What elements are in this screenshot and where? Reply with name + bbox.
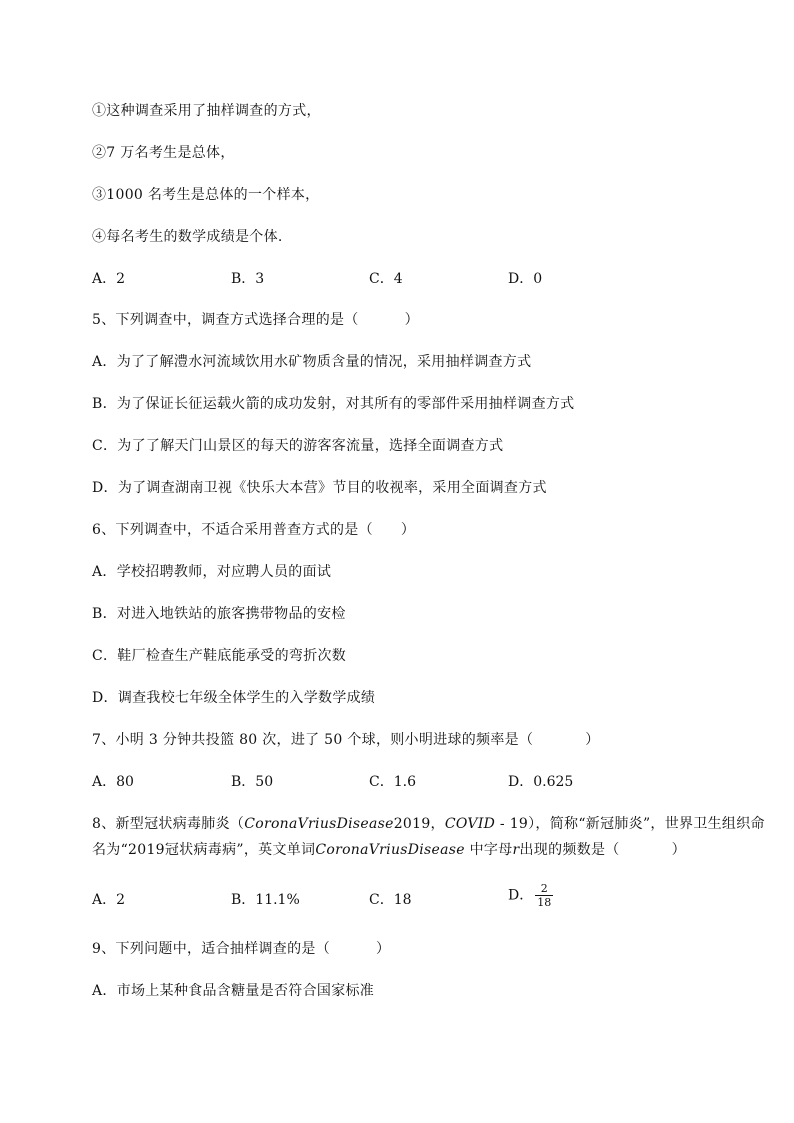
q8-text: - 19），简称“新冠肺炎”，世界卫生组织命 (495, 816, 765, 832)
q8-stem-line-1 (92, 813, 765, 833)
q7-option-d: D．0.625 (508, 774, 574, 790)
q6-close: ） (400, 522, 416, 538)
q5-option-b: B．为了保证长征运载火箭的成功发射，对其所有的零部件采用抽样调查方式 (92, 396, 575, 412)
q5-stem (92, 309, 419, 329)
q5-stem-text: 5、下列调查中，调查方式选择合理的是（ (92, 312, 359, 328)
q8-option-c: C．18 (369, 892, 412, 908)
q6-stem-text: 6、下列调查中，不适合采用普查方式的是（ (92, 522, 373, 538)
q8-term: COVID (444, 816, 496, 832)
q4-options (92, 268, 712, 290)
statement-3: ③1000 名考生是总体的一个样本， (92, 187, 320, 203)
q9-close: ） (376, 941, 391, 957)
q9-stem-text: 9、下列问题中，适合抽样调查的是（ (92, 941, 331, 957)
q8-option-a: A．2 (92, 892, 126, 908)
q5-option-c: C．为了了解天门山景区的每天的游客客流量，选择全面调查方式 (92, 438, 504, 454)
q5-option-a: A．为了了解澧水河流域饮用水矿物质含量的情况，采用抽样调查方式 (92, 354, 532, 370)
q8-option-d (508, 882, 553, 909)
q8-option-d-label: D． (508, 887, 534, 904)
q8-text: 中字母 (464, 842, 513, 858)
q8-options (92, 882, 712, 917)
statement-1: ①这种调查采用了抽样调查的方式， (92, 103, 321, 119)
q9-option-a: A．市场上某种食品含糖量是否符合国家标准 (92, 983, 375, 999)
q7-option-c: C．1.6 (369, 774, 416, 790)
fraction-numerator: 2 (535, 882, 553, 896)
q8-text: 名为“2019冠状病毒病”，英文单词 (92, 842, 316, 858)
q8-letter: r (512, 842, 520, 858)
q6-option-d: D．调查我校七年级全体学生的入学数学成绩 (92, 690, 376, 706)
q9-stem (92, 938, 390, 958)
q6-stem (92, 519, 415, 539)
q8-text: 出现的频数是（ (519, 842, 620, 858)
q4-option-b: B．3 (231, 271, 265, 287)
q4-option-a: A．2 (92, 271, 126, 287)
q7-stem-text: 7、小明 3 分钟共投篮 80 次，进了 50 个球，则小明进球的频率是（ (92, 732, 534, 748)
q8-option-b: B．11.1% (231, 892, 300, 908)
statement-4: ④每名考生的数学成绩是个体. (92, 229, 283, 245)
statement-2: ②7 万名考生是总体， (92, 145, 235, 161)
q8-close: ） (671, 842, 686, 858)
fraction-denominator: 18 (537, 896, 552, 909)
q7-stem (92, 729, 600, 749)
q4-option-c: C．4 (369, 271, 403, 287)
fraction (535, 882, 553, 909)
q7-close: ） (585, 732, 600, 748)
q8-text: 2019， (393, 816, 445, 832)
q7-options (92, 771, 712, 793)
q8-term: CoronaVriusDisease (315, 842, 465, 858)
q5-option-d: D．为了调查湖南卫视《快乐大本营》节目的收视率，采用全面调查方式 (92, 480, 547, 496)
q7-option-b: B．50 (231, 774, 274, 790)
q8-text: 8、新型冠状病毒肺炎（ (92, 816, 245, 832)
q6-option-a: A．学校招聘教师，对应聘人员的面试 (92, 564, 332, 580)
q7-option-a: A．80 (92, 774, 134, 790)
q4-option-d: D．0 (508, 271, 543, 287)
q8-stem-line-2 (92, 839, 686, 859)
q8-term: CoronaVriusDisease (244, 816, 394, 832)
q5-close: ） (404, 312, 419, 328)
q6-option-b: B．对进入地铁站的旅客携带物品的安检 (92, 606, 346, 622)
q6-option-c: C．鞋厂检查生产鞋底能承受的弯折次数 (92, 648, 347, 664)
